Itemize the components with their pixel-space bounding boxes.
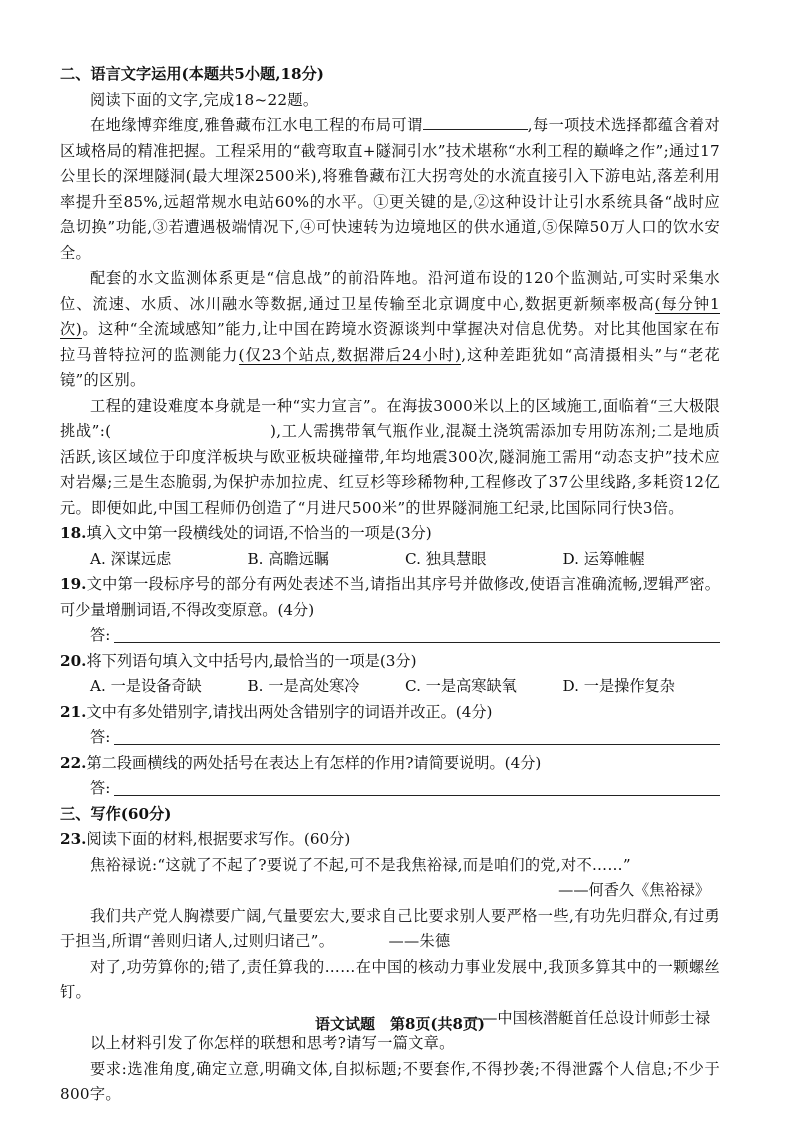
p2-text-c: ,这种差距犹如“高清摄相头”与“老花镜”的区别。 <box>60 345 720 389</box>
question-19 <box>60 572 720 623</box>
option-b: B. 一是高处寒冷 <box>247 677 360 695</box>
question-21 <box>60 700 720 726</box>
writing-requirements: 要求:选准角度,确定立意,明确文体,自拟标题;不要套作,不得抄袭;不得泄露个人信息;不少于800字。 <box>60 1059 720 1103</box>
question-number: 19. <box>60 575 87 593</box>
option-d: D. 运筹帷幄 <box>562 549 645 568</box>
writing-prompt: 以上材料引发了你怎样的联想和思考?请写一篇文章。 <box>90 1034 455 1052</box>
option-c: C. 一是高寒缺氧 <box>405 677 517 695</box>
answer-label: 答: <box>90 626 111 644</box>
page-footer: 语文试题 第8页(共8页) <box>314 1015 486 1033</box>
option-b: B. 高瞻远瞩 <box>247 549 330 568</box>
answer-underline <box>114 642 720 643</box>
question-number: 20. <box>60 651 87 670</box>
question-text: 第二段画横线的两处括号在表达上有怎样的作用?请简要说明。(4分) <box>86 753 542 772</box>
question-number: 21. <box>60 702 87 721</box>
p2-text-a: 配套的水文监测体系更是“信息战”的前沿阵地。沿河道布设的120个监测站,可实时采集水位、流速、水质、冰川融水等数据,通过卫星传输至北京调度中心,数据更新频率极高 <box>60 269 720 313</box>
material-1: 焦裕禄说:“这就了不起了?要说了不起,可不是我焦裕禄,而是咱们的党,对不……” <box>90 855 631 874</box>
question-18-options <box>90 547 720 573</box>
option-a: A. 深谋远虑 <box>90 549 172 568</box>
material-2: 我们共产党人胸襟要广阔,气量要宏大,要求自己比要求别人要严格一些,有功先归群众,有过勇于担当,所谓“善则归诸人,过则归诸己”。 ——朱德 <box>60 906 720 950</box>
passage-paragraph-2 <box>60 266 720 394</box>
material-3-source: ——中国核潜艇首任总设计师彭士禄 <box>467 1008 710 1027</box>
answer-line-21 <box>90 725 720 751</box>
reading-instruction: 阅读下面的文字,完成18~22题。 <box>90 90 319 109</box>
question-text: 文中有多处错别字,请找出两处含错别字的词语并改正。(4分) <box>86 702 493 721</box>
answer-line-19 <box>90 623 720 649</box>
question-number: 22. <box>60 753 87 772</box>
p1-text-a: 在地缘博弈维度,雅鲁藏布江水电工程的布局可谓 <box>90 116 423 134</box>
passage-paragraph-3: 工程的建设难度本身就是一种“实力宣言”。在海拔3000米以上的区域施工,面临着“三大极限挑战”:( ),工人需携带氧气瓶作业,混凝土浇筑需添加专用防冻剂;二是地质活跃,该区域位于印度洋板块与欧亚板块碰撞带,年均地震300次,隧洞施工需用“动态支护”技术应对岩爆;三是生态脆弱,为保护赤加拉虎、红豆杉等珍稀物种,工程修改了37公里线路,多耗资12亿元。即便如此,中国工程师仍创造了“月进尺500米”的世界隧洞施工纪录,比国际同行快3倍。 <box>60 396 720 517</box>
question-text: 阅读下面的材料,根据要求写作。(60分) <box>86 830 351 848</box>
underlined-bracket-2: (仅23个站点,数据滞后24小时) <box>238 345 462 364</box>
question-18 <box>60 521 720 547</box>
question-number: 18. <box>60 524 87 542</box>
answer-label: 答: <box>90 728 111 746</box>
p1-text-b: ,每一项技术选择都蕴含着对区域格局的精准把握。工程采用的“截弯取直+隧洞引水”技术堪称“水利工程的巅峰之作”;通过17公里长的深埋隧洞(最大埋深2500米),将雅鲁藏布江大拐弯处的水流直接引入下游电站,落差利用率提升至85%,远超常规水电站60%的水平。①更关键的是,②这种设计让引水系统具备“战时应急切换”功能,③若遭遇极端情况下,④可快速转为边境地区的供水通道,⑤保障50万人口的饮水安全。 <box>60 116 720 262</box>
question-22 <box>60 751 720 777</box>
option-d: D. 一是操作复杂 <box>562 677 675 695</box>
question-20 <box>60 649 720 675</box>
p2-text-b: 。这种“全流域感知”能力,让中国在跨境水资源谈判中掌握决对信息优势。对比其他国家在布拉马普特拉河的监测能力 <box>60 320 720 364</box>
page-content <box>60 62 720 1108</box>
answer-line-22 <box>90 776 720 802</box>
passage-paragraph-1 <box>60 113 720 266</box>
material-3: 对了,功劳算你的;错了,责任算我的……在中国的核动力事业发展中,我顶多算其中的一颗螺丝钉。 <box>60 957 720 1001</box>
question-20-options <box>90 674 720 700</box>
underlined-bracket-1: (每分钟1次) <box>60 294 720 338</box>
material-1-source: ——何香久《焦裕禄》 <box>558 881 710 899</box>
section-2-heading: 二、语言文字运用(本题共5小题,18分) <box>60 65 324 83</box>
section-3-heading: 三、写作(60分) <box>60 804 172 823</box>
option-c: C. 独具慧眼 <box>405 549 487 568</box>
fill-in-blank <box>423 113 528 130</box>
answer-underline <box>114 744 720 745</box>
question-text: 文中第一段标序号的部分有两处表述不当,请指出其序号并做修改,使语言准确流畅,逻辑严密。可少量增删词语,不得改变原意。(4分) <box>60 575 720 619</box>
question-text: 将下列语句填入文中括号内,最恰当的一项是(3分) <box>86 651 417 670</box>
answer-label: 答: <box>90 779 111 797</box>
question-23 <box>60 827 720 853</box>
question-text: 填入文中第一段横线处的词语,不恰当的一项是(3分) <box>86 524 432 542</box>
question-number: 23. <box>60 830 87 848</box>
option-a: A. 一是设备奇缺 <box>90 677 202 695</box>
answer-underline <box>114 795 720 796</box>
